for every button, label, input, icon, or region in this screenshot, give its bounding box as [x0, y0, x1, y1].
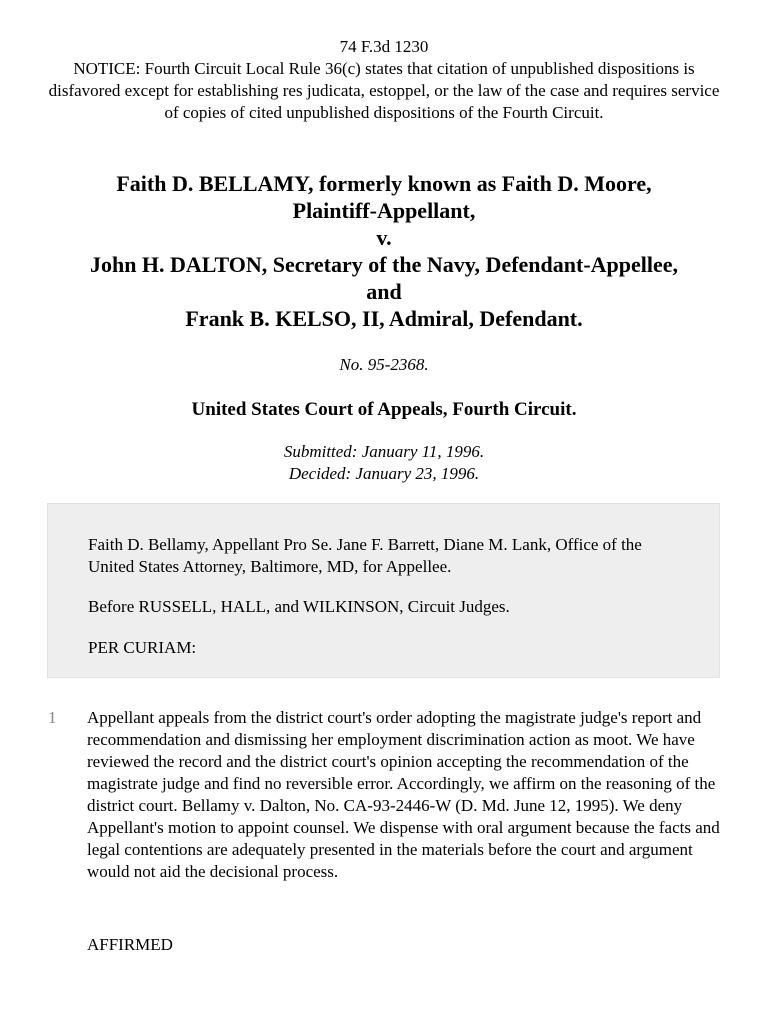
case-dates: [40, 441, 728, 485]
document-header: [40, 36, 728, 124]
plaintiff-role: Plaintiff-Appellant,: [292, 198, 476, 223]
paragraph-number: 1: [48, 708, 57, 727]
counsel-listing: Faith D. Bellamy, Appellant Pro Se. Jane F. Barrett, Diane M. Lank, Office of the United States Attorney, Baltimore, MD, for Appellee.: [88, 535, 642, 576]
plaintiff-name: Faith D. BELLAMY, formerly known as Faith D. Moore,: [116, 171, 652, 196]
case-caption: [30, 170, 738, 332]
docket-number: No. 95-2368.: [339, 355, 429, 374]
counsel-panel: [47, 503, 720, 678]
versus: v.: [376, 225, 392, 250]
judges-panel: Before RUSSELL, HALL, and WILKINSON, Circuit Judges.: [88, 597, 510, 616]
and-conjunction: and: [366, 279, 402, 304]
per-curiam: PER CURIAM:: [88, 638, 197, 657]
court-name: United States Court of Appeals, Fourth Circuit.: [191, 399, 577, 420]
unpublished-notice: NOTICE: Fourth Circuit Local Rule 36(c) states that citation of unpublished dispositions is disfavored except for establishing res judicata, estoppel, or the law of the case and requires service of copies of cited unpublished dispositions of the Fourth Circuit.: [48, 59, 720, 122]
disposition: AFFIRMED: [87, 935, 173, 954]
submitted-date: Submitted: January 11, 1996.: [283, 442, 485, 461]
defendant: Frank B. KELSO, II, Admiral, Defendant.: [185, 306, 583, 331]
decided-date: Decided: January 23, 1996.: [288, 464, 480, 483]
defendant-appellee: John H. DALTON, Secretary of the Navy, Defendant-Appellee,: [89, 252, 679, 277]
citation: 74 F.3d 1230: [339, 37, 429, 56]
opinion-paragraph: Appellant appeals from the district court's order adopting the magistrate judge's report and recommendation and dismissing her employment discrimination action as moot. We have reviewed the record and the district court's opinion accepting the recommendation of the magistrate judge and find no reversible error. Accordingly, we affirm on the reasoning of the district court. Bellamy v. Dalton, No. CA-93-2446-W (D. Md. June 12, 1995). We deny Appellant's motion to appoint counsel. We dispense with oral argument because the facts and legal contentions are adequately presented in the materials before the court and argument would not aid the decisional process.: [87, 708, 720, 881]
